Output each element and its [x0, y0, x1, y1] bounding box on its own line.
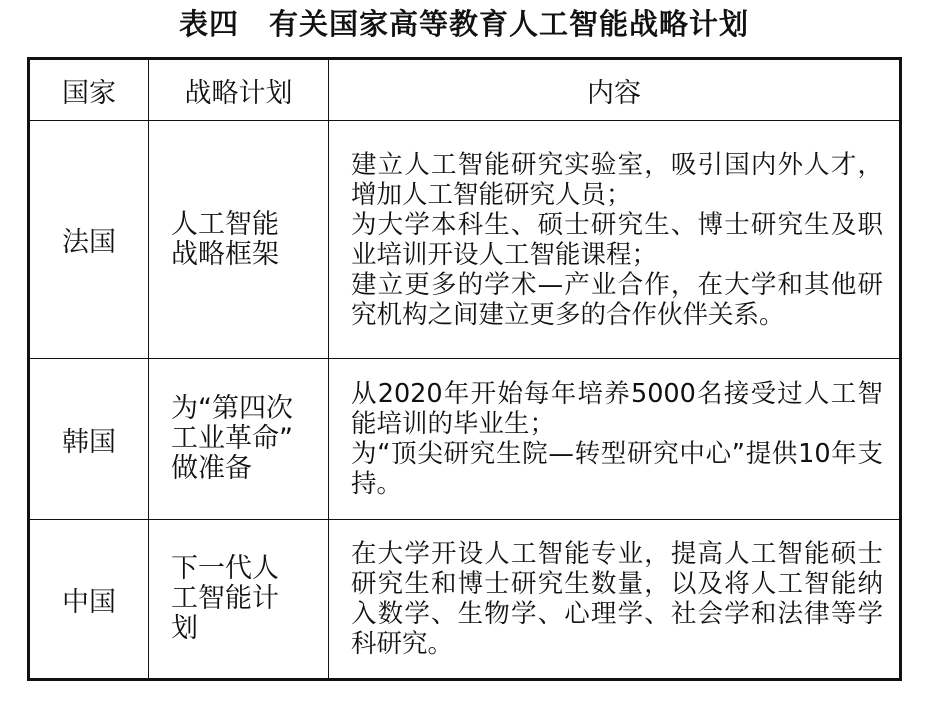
header-content: 内容	[329, 59, 901, 121]
content-cell	[329, 520, 901, 680]
table-row	[29, 121, 901, 359]
header-country: 国家	[29, 59, 149, 121]
content-item: 建立人工智能研究实验室，吸引国内外人才，增加人工智能研究人员；	[351, 149, 883, 210]
table-row	[29, 359, 901, 520]
page-title: 表四 有关国家高等教育人工智能战略计划	[178, 7, 749, 41]
content-item: 为“顶尖研究生院—转型研究中心”提供10年支持。	[351, 439, 883, 499]
content-cell	[329, 359, 901, 520]
country-cell: 韩国	[29, 359, 149, 520]
content-cell	[329, 121, 901, 359]
header-plan: 战略计划	[149, 59, 329, 121]
strategy-table	[27, 57, 902, 681]
plan-cell: 为“第四次 工业革命” 做准备	[149, 359, 329, 520]
plan-cell: 下一代人 工智能计 划	[149, 520, 329, 680]
table-row	[29, 520, 901, 680]
table-header-row	[29, 59, 901, 121]
plan-cell: 人工智能 战略框架	[149, 121, 329, 359]
content-item: 建立更多的学术—产业合作，在大学和其他研究机构之间建立更多的合作伙伴关系。	[351, 269, 883, 330]
country-cell: 中国	[29, 520, 149, 680]
content-item: 为大学本科生、硕士研究生、博士研究生及职业培训开设人工智能课程；	[351, 209, 883, 270]
content-item: 从2020年开始每年培养5000名接受过人工智能培训的毕业生；	[351, 379, 883, 439]
content-item: 在大学开设人工智能专业，提高人工智能硕士研究生和博士研究生数量，以及将人工智能纳入数学、生物学、心理学、社会学和法律等学科研究。	[351, 539, 883, 659]
country-cell: 法国	[29, 121, 149, 359]
